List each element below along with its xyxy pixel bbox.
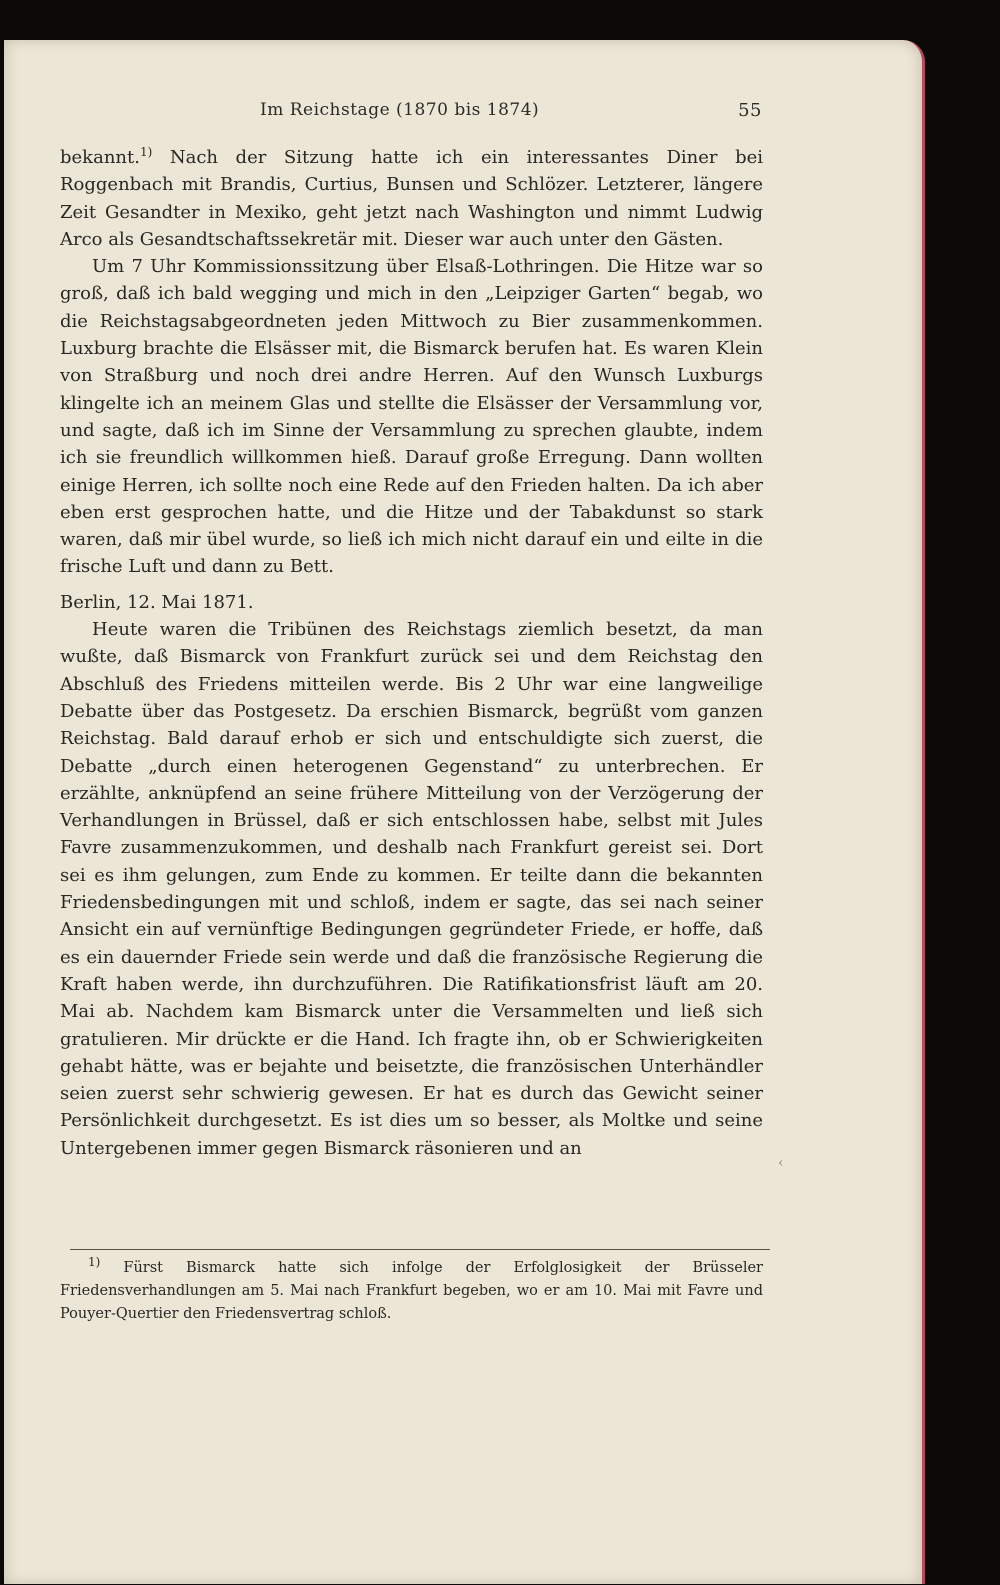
running-title: Im Reichstage (1870 bis 1874) [260, 100, 540, 120]
footnote-1 [60, 1257, 763, 1326]
footnote-divider [70, 1249, 770, 1250]
paragraph-1-lead: bekannt. [60, 147, 140, 168]
footnotes [60, 1257, 763, 1326]
page-number: 55 [738, 100, 762, 121]
dateline: Berlin, 12. Mai 1871. [60, 591, 254, 613]
footnote-text: Fürst Bismarck hatte sich infolge der Erfolglosigkeit der Brüsseler Friedensverhandlungen am 5. Mai nach Frankfurt begeben, wo er am 10. Mai mit Favre und Pouyer-Quertier den Friedensvertrag schloß. [60, 1260, 763, 1322]
main-text [60, 144, 763, 1162]
footnote-marker: 1) [88, 1255, 101, 1270]
paragraph-1-rest: Nach der Sitzung hatte ich ein interessantes Diner bei Roggenbach mit Brandis, Curtius, Bunsen und Schlözer. Letzterer, längere Zeit Gesandter in Mexiko, geht jetzt nach Washington und nimmt Ludwig Arco als Gesandtschaftssekretär mit. Dieser war auch unter den Gästen. [60, 147, 763, 250]
paragraph-1 [60, 144, 763, 253]
margin-mark: ‹ [778, 1155, 784, 1171]
footnote-reference: 1) [139, 145, 153, 159]
paragraph-3: Heute waren die Tribünen des Reichstags ziemlich besetzt, da man wußte, daß Bismarck von Frankfurt zurück sei und dem Reichstag den Abschluß des Friedens mitteilen werde. Bis 2 Uhr war eine langweilige Debatte über das Postgesetz. Da erschien Bismarck, begrüßt vom ganzen Reichstag. Bald darauf erhob er sich und entschuldigte sich zuerst, die Debatte „durch einen heterogenen Gegenstand“ zu unterbrechen. Er erzählte, anknüpfend an seine frühere Mitteilung von der Verzögerung der Verhandlungen in Brüssel, daß er sich entschlossen habe, selbst mit Jules Favre zusammenzukommen, und deshalb nach Frankfurt gereist sei. Dort sei es ihm gelungen, zum Ende zu kommen. Er teilte dann die bekannten Friedensbedingungen mit und schloß, indem er sagte, das sei nach seiner Ansicht ein auf vernünftige Bedingungen gegründeter Friede, er hoffe, daß es ein dauernder Friede sein werde und daß die französische Regierung die Kraft haben werde, ihn durchzuführen. Die Ratifikationsfrist läuft am 20. Mai ab. Nachdem kam Bismarck unter die Versammelten und ließ sich gratulieren. Mir drückte er die Hand. Ich fragte ihn, ob er Schwierigkeiten gehabt hätte, was er bejahte und beisetzte, die französischen Unterhändler seien zuerst sehr schwierig gewesen. Er hat es durch das Gewicht seiner Persönlichkeit durchgesetzt. Es ist dies um so besser, als Moltke und seine Untergebenen immer gegen Bismarck räsonieren und an [60, 619, 763, 1159]
paragraph-2: Um 7 Uhr Kommissionssitzung über Elsaß-Lothringen. Die Hitze war so groß, daß ich bald wegging und mich in den „Leipziger Garten“ begab, wo die Reichstagsabgeordneten jeden Mittwoch zu Bier zusammenkommen. Luxburg brachte die Elsässer mit, die Bismarck berufen hat. Es waren Klein von Straßburg und noch drei andre Herren. Auf den Wunsch Luxburgs klingelte ich an meinem Glas und stellte die Elsässer der Versammlung vor, und sagte, daß ich im Sinne der Versammlung zu sprechen glaubte, indem ich sie freundlich willkommen hieß. Darauf große Erregung. Dann wollten einige Herren, ich sollte noch eine Rede auf den Frieden halten. Da ich aber eben erst gesprochen hatte, und die Hitze und der Tabakdunst so stark waren, daß mir übel wurde, so ließ ich mich nicht darauf ein und eilte in die frische Luft und dann zu Bett. [60, 256, 763, 578]
